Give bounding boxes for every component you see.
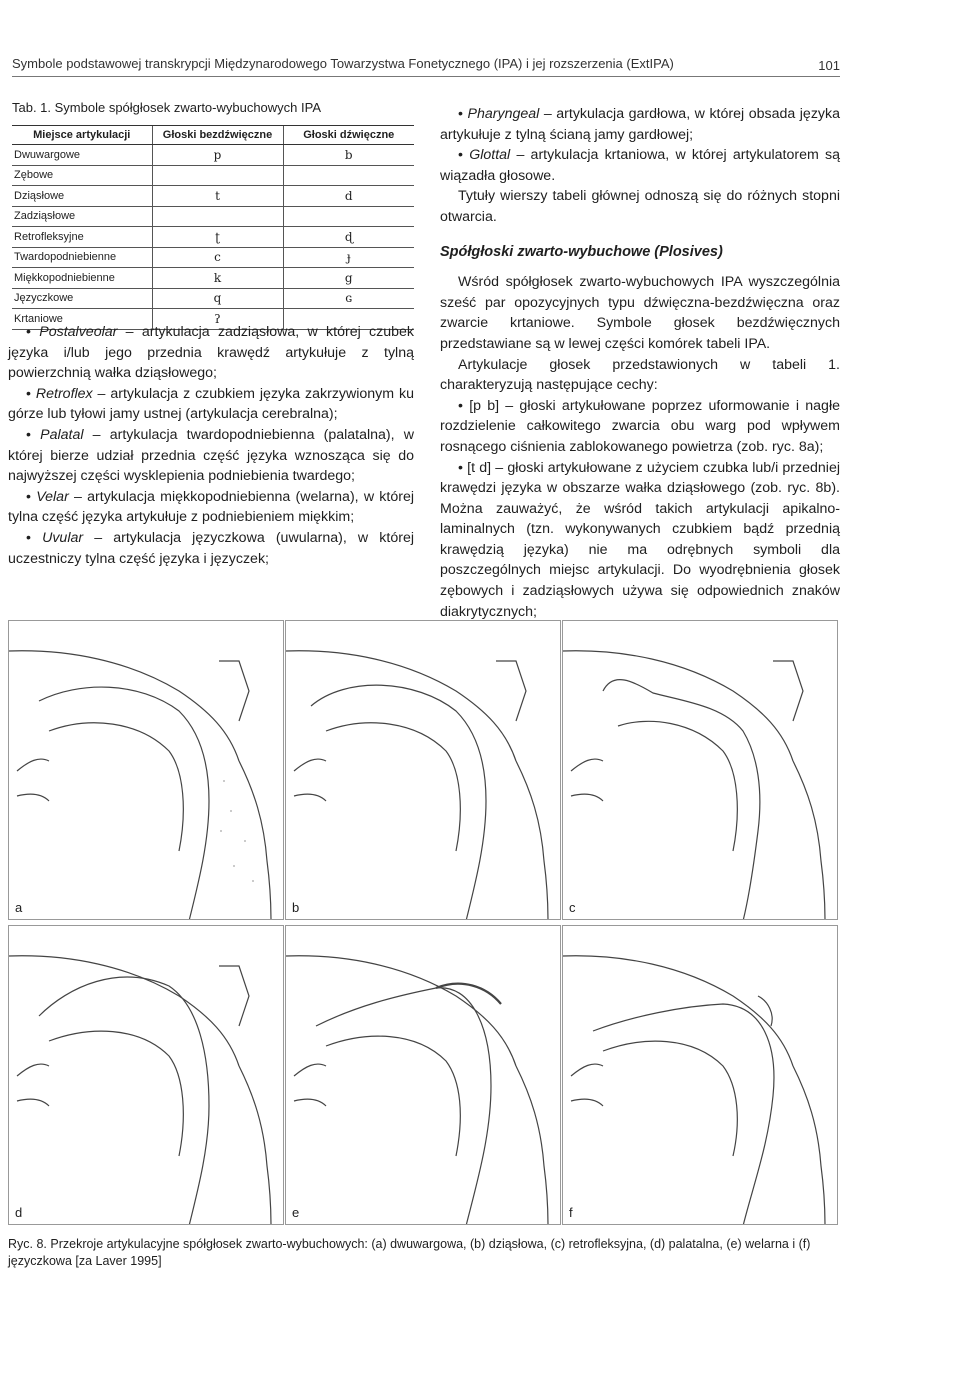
- definition-glottal: • Glottal – artykulacja krtaniowa, w której artykulatorem są wiązadła głosowe.: [440, 147, 840, 184]
- table-header-row: [12, 126, 414, 145]
- paragraph-row-titles: Tytuły wierszy tabeli głównej odnoszą się do różnych stopni otwarcia.: [440, 188, 840, 225]
- vocal-tract-diagram: [563, 621, 838, 920]
- col-header-voiceless: Głoski bezdźwięczne: [152, 126, 283, 145]
- row-label: Zadziąsłowe: [12, 206, 152, 227]
- row-label: Twardopodniebienne: [12, 247, 152, 268]
- panel-label: a: [15, 900, 23, 915]
- vocal-tract-diagram: [286, 621, 561, 920]
- figure-panel-e: [285, 925, 561, 1225]
- table-row: [12, 227, 414, 248]
- row-label: Miękkopodniebienne: [12, 268, 152, 289]
- running-header: [12, 56, 840, 71]
- voiceless-symbol: ʈ: [152, 227, 283, 248]
- voiced-symbol: ɟ: [283, 247, 414, 268]
- table-row: [12, 288, 414, 309]
- row-label: Języczkowe: [12, 288, 152, 309]
- figure-caption: Ryc. 8. Przekroje artykulacyjne spółgłosek zwarto-wybuchowych: (a) dwuwargowa, (b) dziąsłowa, (c) retrofleksyjna, (d) palatalna, (e) welarna i (f) języczkowa [za Laver 1995]: [8, 1237, 811, 1268]
- col-header-place: Miejsce artykulacji: [12, 126, 152, 145]
- term: Postalveolar: [39, 324, 118, 340]
- list-item-td: • [t d] – głoski artykułowane z użyciem czubka lub/i przedniej krawędzi języka w obszarze wałka dziąsłowego (zob. ryc. 8b). Można zauważyć, że wśród takich artykulacji apikalno-laminalnych (tzn. wykonywanych czubkiem bądź przednią krawędzią języka) nie ma odrębnych symboli dla poszczególnych miejsc artykulacji. Do wyodrębnienia głosek zębowych i zadziąsłowych używa się odpowiednich znaków diakrytycznych;: [440, 459, 840, 620]
- header-rule: [12, 76, 840, 77]
- table-caption: Tab. 1. Symbole spółgłosek zwarto-wybuchowych IPA: [12, 100, 322, 115]
- panel-label: b: [292, 900, 300, 915]
- panel-label: f: [569, 1205, 573, 1220]
- voiceless-symbol: [152, 165, 283, 186]
- section-heading: Spółgłoski zwarto-wybuchowe (Plosives): [440, 243, 723, 260]
- table-row: [12, 145, 414, 166]
- term: Glottal: [469, 147, 511, 164]
- voiceless-symbol: [152, 206, 283, 227]
- running-title: Symbole podstawowej transkrypcji Międzynarodowego Towarzystwa Fonetycznego (IPA) i jej rozszerzenia (ExtIPA): [12, 56, 674, 71]
- definition-text: – artykulacja twardopodniebienna (palatalna), w której bierze udział przednia część języka wznosząca się do najwyższej części wysklepienia podniebienia twardego;: [8, 426, 414, 485]
- table-row: [12, 165, 414, 186]
- figure-panel-c: [562, 620, 838, 920]
- table-row: [12, 268, 414, 289]
- definition-text: – artykulacja miękkopodniebienna (welarna), w której tylna część języka artykułuje z podniebieniem miękkim;: [8, 488, 414, 526]
- voiced-symbol: ɢ: [283, 288, 414, 309]
- definition-velar: • Velar – artykulacja miękkopodniebienna (welarna), w której tylna część języka artykułuje z podniebieniem miękkim;: [8, 488, 414, 526]
- panel-label: c: [569, 900, 576, 915]
- voiced-symbol: [283, 165, 414, 186]
- figure-panel-a: [8, 620, 284, 920]
- definition-text: – artykulacja zadziąsłowa, w której czubek języka i/lub jego przednia krawędź artykułuje z tylną powierzchnią wałka dziąsłowego;: [8, 324, 414, 382]
- vocal-tract-diagram: [286, 926, 561, 1225]
- voiced-symbol: g: [283, 268, 414, 289]
- term: Palatal: [40, 426, 84, 443]
- paragraph: Wśród spółgłosek zwarto-wybuchowych IPA wyszczególnia sześć par opozycyjnych typu dźwięczna-bezdźwięczna oraz zwarcie krtaniowe. Symbole głosek bezdźwięcznych przedstawiane są w lewej części komórek tabeli IPA.: [440, 274, 840, 352]
- figure-panel-f: [562, 925, 838, 1225]
- definition-text: – artykulacja krtaniowa, w której artykulatorem są wiązadła głosowe.: [440, 147, 840, 184]
- term: Velar: [36, 488, 69, 505]
- vocal-tract-diagram: [563, 926, 838, 1225]
- definition-uvular: • Uvular – artykulacja języczkowa (uwularna), w której uczestniczy tylna część języka i języczek;: [8, 529, 414, 567]
- voiced-symbol: d: [283, 186, 414, 207]
- figure-panel-b: [285, 620, 561, 920]
- page-number: 101: [818, 58, 840, 73]
- table-row: [12, 206, 414, 227]
- row-label: Retrofleksyjne: [12, 227, 152, 248]
- voiceless-symbol: t: [152, 186, 283, 207]
- vocal-tract-diagram: [9, 926, 284, 1225]
- term: Pharyngeal: [467, 106, 540, 122]
- definition-palatal: • Palatal – artykulacja twardopodniebienna (palatalna), w której bierze udział przednia część języka wznosząca się do najwyższej części wysklepienia podniebienia twardego;: [8, 426, 414, 485]
- definition-text: – artykulacja gardłowa, w której obsada języka artykułuje z tylną ścianą jamy gardłowej;: [440, 106, 840, 143]
- panel-label: e: [292, 1205, 300, 1220]
- right-text-column: [440, 104, 840, 622]
- definition-text: – artykulacja języczkowa (uwularna), w której uczestniczy tylna część języka i języczek;: [8, 529, 414, 567]
- voiceless-symbol: k: [152, 268, 283, 289]
- voiceless-symbol: ʔ: [152, 309, 283, 330]
- voiced-symbol: [283, 206, 414, 227]
- row-label: Zębowe: [12, 165, 152, 186]
- voiced-symbol: b: [283, 145, 414, 166]
- table-row: [12, 186, 414, 207]
- voiceless-symbol: q: [152, 288, 283, 309]
- definition-text: – artykulacja z czubkiem języka zakrzywionym ku górze lub tyłowi jamy ustnej (artykulacja cerebralna);: [8, 385, 414, 423]
- term: Retroflex: [35, 385, 93, 402]
- definition-retroflex: • Retroflex – artykulacja z czubkiem języka zakrzywionym ku górze lub tyłowi jamy ustnej (artykulacja cerebralna);: [8, 385, 414, 423]
- definition-postalveolar: • Postalveolar – artykulacja zadziąsłowa, w której czubek języka i/lub jego przednia krawędź artykułuje z tylną powierzchnią wałka dziąsłowego;: [8, 324, 414, 382]
- vocal-tract-diagram: [9, 621, 284, 920]
- definition-pharyngeal: • Pharyngeal – artykulacja gardłowa, w której obsada języka artykułuje z tylną ścianą jamy gardłowej;: [440, 106, 840, 143]
- panel-label: d: [15, 1205, 23, 1220]
- row-label: Dziąsłowe: [12, 186, 152, 207]
- paragraph: Artykulacje głosek przedstawionych w tabeli 1. charakteryzują następujące cechy:: [440, 356, 840, 394]
- row-label: Dwuwargowe: [12, 145, 152, 166]
- left-text-column: [8, 322, 414, 569]
- figure-panel-d: [8, 925, 284, 1225]
- term: Uvular: [42, 529, 84, 546]
- ipa-plosives-table: [12, 125, 414, 330]
- list-item-pb: • [p b] – głoski artykułowane poprzez uformowanie i nagłe rozdzielenie całkowitego zwarcia obu warg pod wpływem rosnącego ciśnienia zablokowanego powietrza (zob. ryc. 8a);: [440, 397, 840, 455]
- row-label: Krtaniowe: [12, 309, 152, 330]
- articulation-figure: [8, 620, 838, 1230]
- voiced-symbol: ɖ: [283, 227, 414, 248]
- table-row: [12, 247, 414, 268]
- voiceless-symbol: p: [152, 145, 283, 166]
- voiceless-symbol: c: [152, 247, 283, 268]
- col-header-voiced: Głoski dźwięczne: [283, 126, 414, 145]
